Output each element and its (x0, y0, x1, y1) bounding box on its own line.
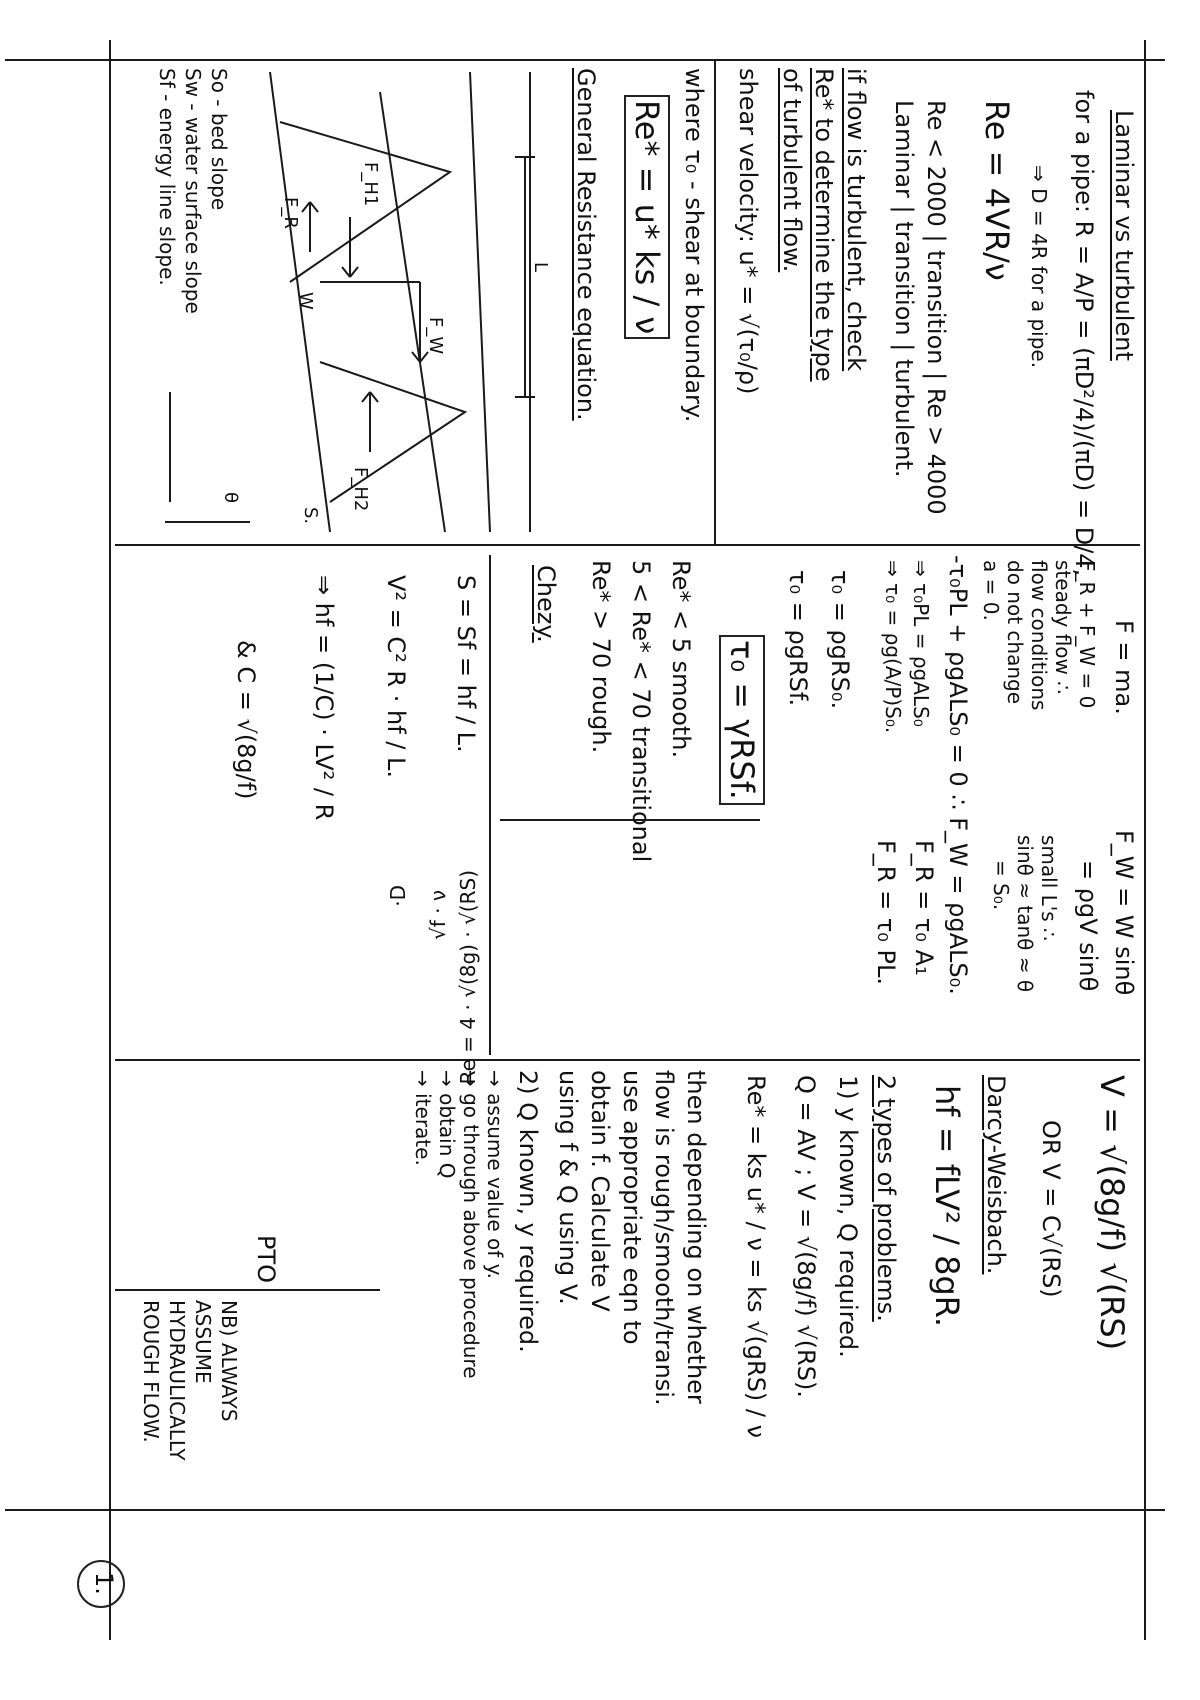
general-resistance-title: General Resistance equation. (572, 68, 600, 421)
steady-flow-line-1: steady flow ∴ (1051, 560, 1075, 694)
procedure-line-3: use appropriate eqn to (618, 1070, 646, 1345)
problem-type-2: 2) Q known, y required. (514, 1070, 542, 1353)
boundary-shear-energy-slope: τ₀ = ρgRSf. (784, 570, 812, 707)
boundary-shear-definition: where τ₀ - shear at boundary. (680, 68, 708, 423)
upside-down-re-3: ·D (386, 885, 410, 907)
diagram-energy-line (380, 92, 445, 532)
procedure-line-5: using f & Q using V. (554, 1070, 582, 1305)
label-fr: F_R (280, 197, 301, 229)
boundary-shear-bed-slope: τ₀ = ρgRS₀. (826, 570, 854, 710)
shear-velocity-formula: shear velocity: u* = √(τ₀/ρ) (734, 68, 762, 395)
upside-down-re-2: √f · ν (426, 890, 450, 941)
procedure-line-2: flow is rough/smooth/transi. (650, 1070, 678, 1406)
darcy-weisbach-equation: hf = fLV² / 8gR. (928, 1085, 966, 1328)
roughness-reynolds-formula: Re* = u* ks / ν (628, 100, 666, 335)
steady-flow-line-4: a = 0. (979, 560, 1003, 621)
iteration-step-3: → obtain Q (435, 1070, 459, 1179)
weight-component-2: = ρgV sinθ (1074, 860, 1102, 992)
label-w: W (295, 292, 316, 310)
label-l: L (530, 262, 551, 273)
turbulent-check-line-2: Re* to determine the type (810, 68, 838, 382)
diagram-water-surface (470, 72, 490, 532)
nb-line-2: ASSUME (191, 1300, 215, 1384)
pipe-diameter-relation: ⇒ D = 4R for a pipe. (1027, 165, 1051, 369)
label-theta: θ (220, 492, 241, 504)
boundary-shear-boxed: τ₀ = γRSf. (723, 640, 761, 800)
small-angle-line-3: = S₀. (989, 860, 1013, 911)
turbulent-check-line-3: of turbulent flow. (778, 68, 806, 273)
iteration-step-2: → go through above procedure (459, 1070, 483, 1379)
problem-type-1-flow: Q = AV ; V = √(8g/f) √(RS). (792, 1075, 820, 1398)
small-angle-line-2: sinθ ≈ tanθ ≈ θ (1013, 835, 1037, 993)
upside-down-re-1: Re = 4 · √(8g) · √(RS) (456, 870, 480, 1085)
nb-line-1: NB) ALWAYS (217, 1300, 241, 1422)
iteration-step-1: → assume value of y. (483, 1070, 507, 1279)
legend-energy-slope: Sf - energy line slope. (155, 68, 179, 286)
procedure-line-1: then depending on whether (682, 1070, 710, 1404)
small-angle-line-1: small L's ∴ (1037, 835, 1061, 941)
diagram-pressure-triangle-2 (320, 362, 465, 502)
problem-type-1: 1) y known, Q required. (834, 1075, 862, 1358)
page-number: 1. (90, 1572, 118, 1595)
please-turn-over: PTO (252, 1235, 280, 1284)
regime-transitional: 5 < Re* < 70 transitional (627, 560, 655, 863)
nb-line-3: HYDRAULICALLY (165, 1300, 189, 1461)
steady-flow-line-3: do not change (1003, 560, 1027, 705)
nb-line-4: ROUGH FLOW. (139, 1300, 163, 1443)
steady-flow-line-2: flow conditions (1027, 560, 1051, 711)
chezy-velocity: V² = C² R · hf / L. (382, 575, 410, 778)
force-balance-equation: -τ₀PL + ρgALS₀ = 0 ∴ F_W = ρgALS₀. (944, 555, 972, 995)
weight-component-1: F_W = W sinθ (1110, 830, 1138, 996)
reynolds-regime-names: Laminar | transition | turbulent. (890, 100, 918, 478)
force-balance-implication-2: ⇒ τ₀ = ρg(A/P)S₀. (881, 560, 905, 734)
chezy-headloss: ⇒ hf = (1/C) · LV² / R (310, 575, 338, 821)
pipe-hydraulic-radius: for a pipe: R = A/P = (πD²/4)/(πD) = D/4, (1070, 90, 1098, 577)
problem-types-title: 2 types of problems. (872, 1075, 900, 1322)
iteration-step-4: → iterate. (411, 1070, 435, 1166)
label-fw: F_W (425, 317, 446, 355)
laminar-turbulent-title: Laminar vs turbulent (1110, 110, 1138, 361)
chezy-slope: S = Sf = hf / L. (452, 575, 480, 753)
force-sum-zero: F_R + F_W = 0 (1075, 560, 1099, 709)
reynolds-regime-limits: Re < 2000 | transition | Re > 4000 (922, 100, 950, 515)
velocity-chezy-equation: OR V = C√(RS) (1037, 1120, 1065, 1298)
legend-bed-slope: So - bed slope (207, 68, 231, 211)
legend-water-surface-slope: Sw - water surface slope (181, 68, 205, 314)
label-fh1: F_H1 (360, 162, 381, 207)
reynolds-number-formula: Re = 4VR/ν (978, 100, 1016, 281)
chezy-coefficient: & C = √(8g/f) (232, 640, 260, 800)
regime-rough: Re* > 70 rough. (587, 560, 615, 754)
label-s: S. (300, 507, 321, 525)
label-fh2: F_H2 (350, 467, 371, 512)
newton-second-law: F = ma. (1110, 620, 1138, 715)
procedure-line-4: obtain f. Calculate V (586, 1070, 614, 1312)
force-balance-implication-1: ⇒ τ₀PL = ρgALS₀ (909, 560, 933, 727)
problem-type-1-roughness: Re* = ks u* / ν = ks √(gRS) / ν (742, 1075, 770, 1439)
darcy-weisbach-title: Darcy-Weisbach. (982, 1075, 1010, 1275)
velocity-friction-equation: V = √(8g/f) √(RS) (1093, 1075, 1131, 1351)
turbulent-check-line-1: if flow is turbulent, check (842, 68, 870, 372)
chezy-title: Chezy. (532, 565, 560, 643)
regime-smooth: Re* < 5 smooth. (667, 560, 695, 759)
resistance-force-1: F_R = τ₀ A₁ (910, 840, 938, 976)
resistance-force-2: F_R = τ₀ PL. (872, 840, 900, 986)
